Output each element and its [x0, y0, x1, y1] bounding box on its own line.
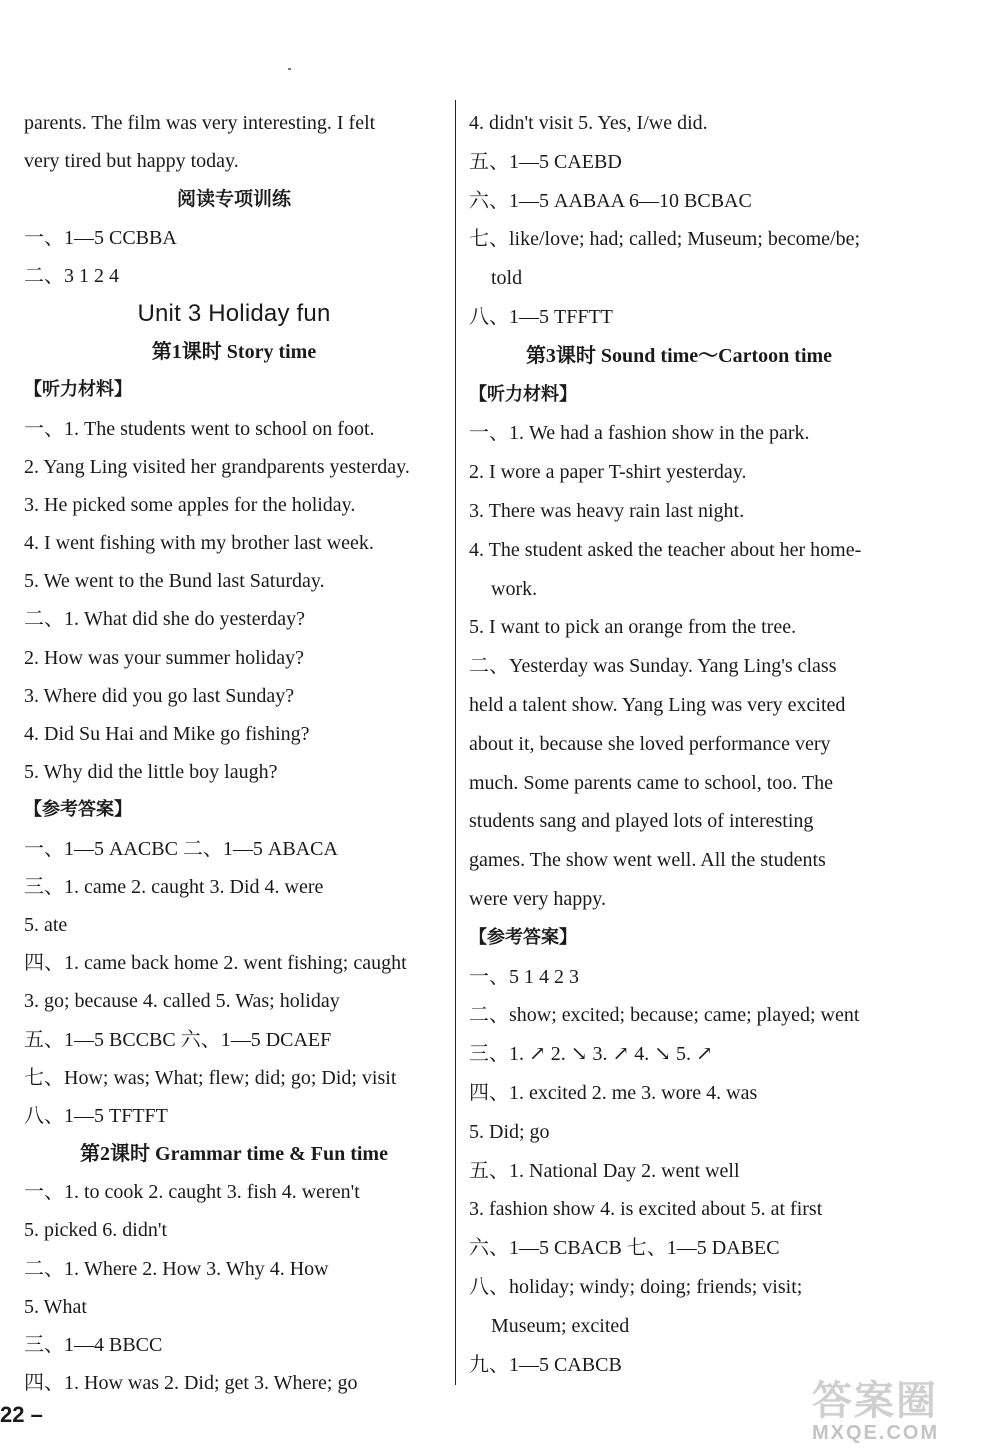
answer-line: 七、How; was; What; flew; did; go; Did; visit [24, 1066, 397, 1089]
answer-line: 八、1—5 TFFTT [469, 305, 613, 328]
answer-line: 4. didn't visit 5. Yes, I/we did. [469, 112, 708, 134]
watermark-text-bottom: MXQE.COM [812, 1422, 940, 1444]
answer-line: 三、1. came 2. caught 3. Did 4. were [24, 875, 324, 898]
lesson-title: 第1课时 Story time [151, 341, 317, 364]
answer-line: 九、1—5 CABCB [469, 1353, 622, 1376]
answer-line: 四、1. excited 2. me 3. wore 4. was [469, 1081, 758, 1104]
answer-line: much. Some parents came to school, too. The [469, 771, 833, 794]
answer-line: 七、like/love; had; called; Museum; become/be; [469, 228, 861, 251]
answer-line: about it, because she loved performance very [469, 732, 831, 755]
answer-line: 一、1—5 CCBBA [24, 226, 177, 249]
answer-line: games. The show went well. All the students [469, 849, 826, 872]
right-column [469, 104, 889, 1384]
lesson-title: 第3课时 Sound time～Cartoon time [525, 344, 833, 367]
answer-line: 3. Where did you go last Sunday? [24, 684, 295, 707]
watermark-logo [812, 1380, 992, 1446]
answer-line: work. [491, 577, 538, 600]
answer-line: 六、1—5 AABAA 6—10 BCBAC [469, 189, 752, 212]
answer-line: 5. ate [24, 913, 68, 936]
answer-line: students sang and played lots of interesting [469, 810, 814, 833]
section-heading: 【听力材料】 [469, 383, 577, 405]
answer-line: 3. go; because 4. called 5. Was; holiday [24, 990, 340, 1013]
section-heading: 【参考答案】 [24, 799, 132, 821]
answer-line: 2. Yang Ling visited her grandparents yesterday. [24, 455, 410, 478]
answer-line: very tired but happy today. [24, 150, 239, 173]
answer-line: 五、1—5 BCCBC 六、1—5 DCAEF [24, 1028, 332, 1051]
answer-line: 5. I want to pick an orange from the tree. [469, 616, 797, 639]
section-title: 阅读专项训练 [176, 188, 291, 211]
answer-line: 2. How was your summer holiday? [24, 646, 304, 669]
answer-line: Museum; excited [491, 1314, 630, 1337]
answer-line: 一、5 1 4 2 3 [469, 965, 579, 988]
answer-line: 三、1—4 BBCC [24, 1334, 163, 1356]
answer-line: 一、1. The students went to school on foot. [24, 417, 375, 440]
answer-line: 三、1. ↗ 2. ↘ 3. ↗ 4. ↘ 5. ↗ [469, 1043, 713, 1066]
answer-line: 五、1—5 CAEBD [469, 150, 622, 173]
answer-line: 4. I went fishing with my brother last week. [24, 532, 374, 555]
answer-line: told [491, 267, 523, 290]
section-heading: 【听力材料】 [24, 379, 132, 401]
answer-line: 六、1—5 CBACB 七、1—5 DABEC [469, 1237, 780, 1260]
section-heading: 【参考答案】 [469, 926, 577, 948]
answer-line: 一、1. We had a fashion show in the park. [469, 422, 810, 445]
answer-line: were very happy. [469, 887, 606, 910]
answer-line: 二、1. Where 2. How 3. Why 4. How [24, 1257, 329, 1280]
answer-line: 四、1. How was 2. Did; get 3. Where; go [24, 1372, 358, 1395]
column-divider [455, 100, 456, 1385]
watermark-text-top: 答案圈 [812, 1378, 938, 1424]
answer-line: 5. Why did the little boy laugh? [24, 761, 278, 784]
answer-line: 3. There was heavy rain last night. [469, 499, 745, 522]
left-column [24, 104, 444, 1402]
answer-line: 5. Did; go [469, 1120, 550, 1143]
answer-line: parents. The film was very interesting. I felt [24, 112, 376, 134]
answer-line: 3. He picked some apples for the holiday. [24, 493, 356, 516]
answer-line: 一、1. to cook 2. caught 3. fish 4. weren't [24, 1181, 360, 1204]
answer-line: 一、1—5 AACBC 二、1—5 ABACA [24, 837, 338, 860]
answer-line: 5. We went to the Bund last Saturday. [24, 570, 325, 593]
page-number: 22 – [0, 1402, 43, 1427]
scan-mark [288, 68, 291, 70]
answer-line: 二、show; excited; because; came; played; went [469, 1004, 860, 1027]
lesson-title: 第2课时 Grammar time & Fun time [80, 1143, 388, 1166]
answer-line: 二、1. What did she do yesterday? [24, 608, 306, 631]
answer-line: 5. What [24, 1295, 87, 1318]
unit-title: Unit 3 Holiday fun [137, 299, 331, 327]
answer-line: 3. fashion show 4. is excited about 5. at first [469, 1198, 823, 1221]
answer-line: 2. I wore a paper T-shirt yesterday. [469, 461, 747, 484]
answer-line: 八、holiday; windy; doing; friends; visit; [469, 1275, 803, 1298]
answer-line: 4. The student asked the teacher about her home- [469, 538, 862, 561]
answer-line: 四、1. came back home 2. went fishing; caught [24, 952, 407, 975]
answer-line: 4. Did Su Hai and Mike go fishing? [24, 723, 310, 745]
answer-line: 八、1—5 TFTFT [24, 1104, 168, 1127]
answer-line: 二、3 1 2 4 [24, 264, 119, 287]
answer-line: held a talent show. Yang Ling was very excited [469, 693, 846, 716]
answer-line: 五、1. National Day 2. went well [469, 1159, 740, 1182]
answer-line: 5. picked 6. didn't [24, 1219, 168, 1242]
answer-line: 二、Yesterday was Sunday. Yang Ling's class [469, 655, 837, 678]
